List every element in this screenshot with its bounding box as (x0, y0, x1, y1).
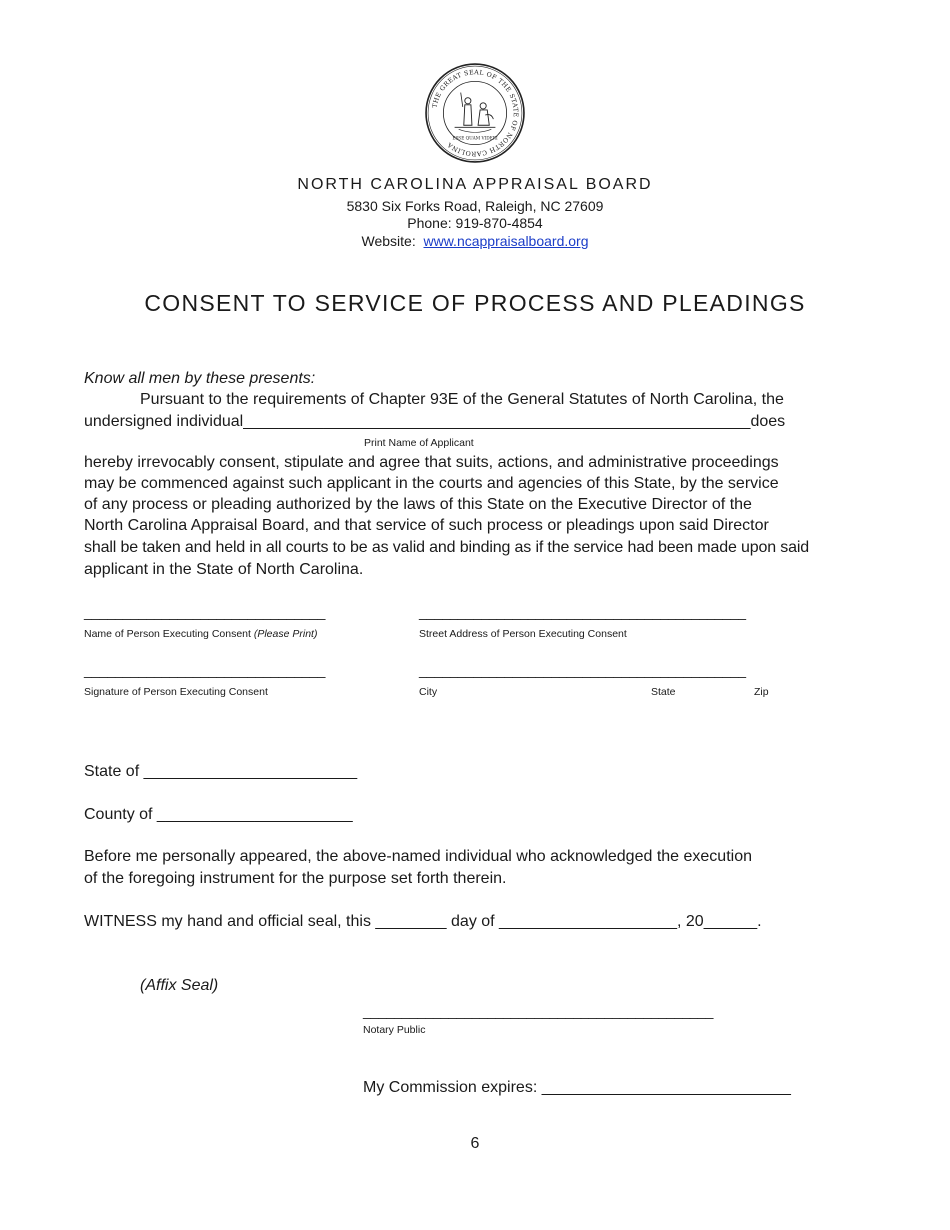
north-carolina-seal (424, 62, 526, 164)
board-phone: Phone: 919-870-4854 (407, 215, 543, 231)
seal-text: THE GREAT SEAL OF THE STATE OF NORTH CAROLINA (431, 69, 519, 157)
body-paragraph-line: shall be taken and held in all courts to be as valid and binding as if the service had been made upon said (84, 539, 810, 556)
applicant-name-line[interactable]: undersigned individual_________________________________________________________does (84, 413, 786, 430)
body-paragraph-line: applicant in the State of North Carolina. (84, 561, 364, 578)
city-label: City (419, 686, 438, 698)
appeared-text-line: of the foregoing instrument for the purpose set forth therein. (84, 870, 507, 887)
appeared-text-line: Before me personally appeared, the above-named individual who acknowledged the execution (84, 848, 752, 865)
website-label: Website: (361, 233, 416, 249)
zip-label: Zip (754, 686, 769, 698)
print-name-label: Print Name of Applicant (364, 437, 474, 449)
svg-text:THE GREAT SEAL OF THE STATE OF (432, 69, 519, 157)
commission-expires-field[interactable]: My Commission expires: ____________________________ (363, 1079, 791, 1096)
board-name: NORTH CAROLINA APPRAISAL BOARD (297, 176, 653, 193)
state-label: State (651, 686, 676, 698)
body-paragraph-line: of any process or pleading authorized by the laws of this State on the Executive Director of the (84, 496, 752, 513)
board-address: 5830 Six Forks Road, Raleigh, NC 27609 (346, 198, 604, 214)
notary-public-label: Notary Public (363, 1024, 426, 1036)
street-label: Street Address of Person Executing Consent (419, 628, 627, 640)
name-label: Name of Person Executing Consent (Please Print) (84, 628, 318, 640)
notary-signature-line[interactable]: _____________________________________________ (363, 1003, 714, 1019)
body-paragraph-line: hereby irrevocably consent, stipulate and agree that suits, actions, and administrative proceedings (84, 454, 779, 471)
county-of-field[interactable]: County of ______________________ (84, 806, 353, 823)
state-of-field[interactable]: State of ________________________ (84, 763, 358, 780)
website-link[interactable]: www.ncappraisalboard.org (423, 233, 589, 249)
intro-text: Know all men by these presents: (84, 370, 316, 387)
please-print-note: (Please Print) (253, 628, 318, 640)
street-field-line[interactable]: __________________________________________ (419, 604, 747, 620)
seal-motto: ESSE QUAM VIDERI (452, 136, 498, 142)
signature-field-line[interactable]: _______________________________ (84, 662, 326, 678)
body-line-1: Pursuant to the requirements of Chapter 93E of the General Statutes of North Carolina, the (140, 391, 784, 408)
city-state-zip-line[interactable]: __________________________________________ (419, 662, 747, 678)
body-paragraph-line: North Carolina Appraisal Board, and that service of such process or pleadings upon said Director (84, 517, 769, 534)
page-number: 6 (470, 1135, 480, 1152)
board-website (0, 233, 950, 249)
witness-line[interactable]: WITNESS my hand and official seal, this ________ day of ____________________, 20______. (84, 913, 762, 930)
body-paragraph-line: may be commenced against such applicant in the courts and agencies of this State, by the service (84, 475, 779, 492)
name-field-line[interactable]: _______________________________ (84, 604, 326, 620)
page-title: CONSENT TO SERVICE OF PROCESS AND PLEADINGS (144, 290, 806, 316)
affix-seal-note: (Affix Seal) (140, 977, 219, 994)
signature-label: Signature of Person Executing Consent (84, 686, 268, 698)
